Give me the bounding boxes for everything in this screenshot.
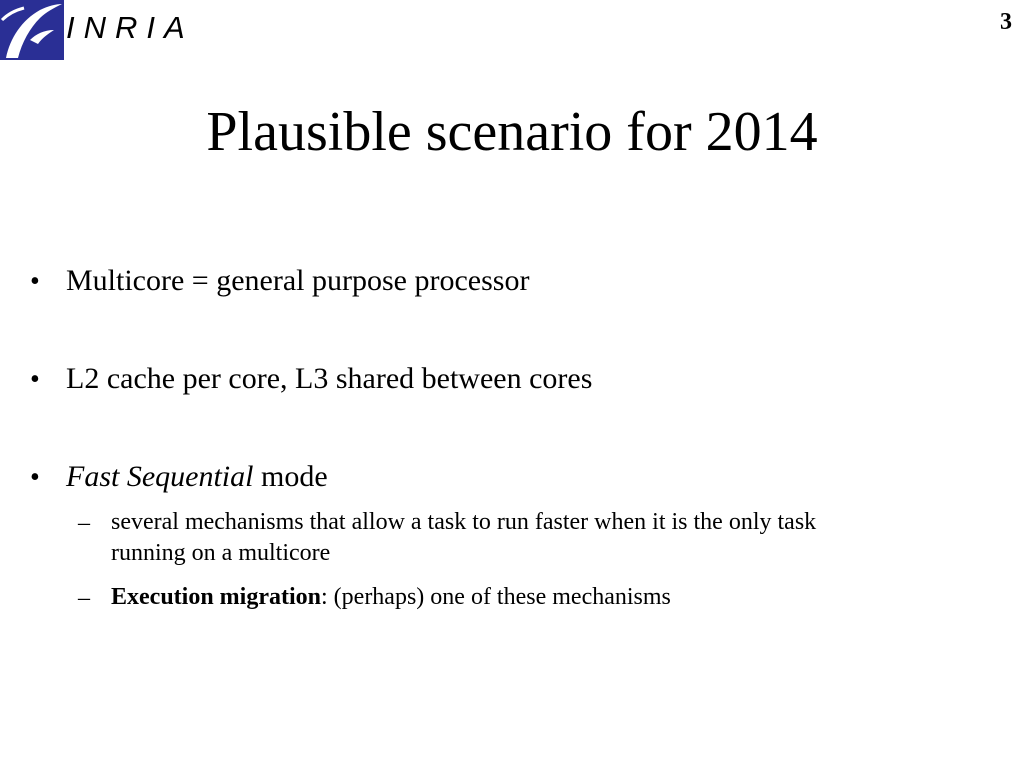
bullet-marker: • — [30, 364, 40, 395]
subbullet-bold-text: Execution migration — [111, 584, 321, 610]
subbullet-line: running on a multicore — [111, 540, 331, 566]
slide-title: Plausible scenario for 2014 — [206, 101, 818, 163]
bullet-italic-text: Fast Sequential — [66, 460, 254, 493]
subbullet-item-mechanisms — [111, 510, 816, 565]
subbullet-text: : (perhaps) one of these mechanisms — [321, 584, 671, 610]
bullet-item-fast-sequential — [66, 462, 328, 492]
bullet-text: Multicore = general purpose processor — [66, 264, 530, 297]
page-number: 3 — [1000, 9, 1012, 35]
bullet-item-multicore — [66, 266, 529, 296]
bullet-text: mode — [253, 460, 328, 493]
bullet-text: L2 cache per core, L3 shared between cores — [66, 362, 593, 395]
subbullet-item-execution-migration — [111, 585, 671, 609]
subbullet-marker: – — [78, 585, 90, 611]
subbullet-marker: – — [78, 510, 90, 536]
bullet-marker: • — [30, 266, 40, 297]
bullet-marker: • — [30, 462, 40, 493]
bullet-item-cache — [66, 364, 592, 394]
subbullet-line: several mechanisms that allow a task to run faster when it is the only task — [111, 509, 817, 535]
inria-logo-text: INRIA — [66, 10, 194, 45]
